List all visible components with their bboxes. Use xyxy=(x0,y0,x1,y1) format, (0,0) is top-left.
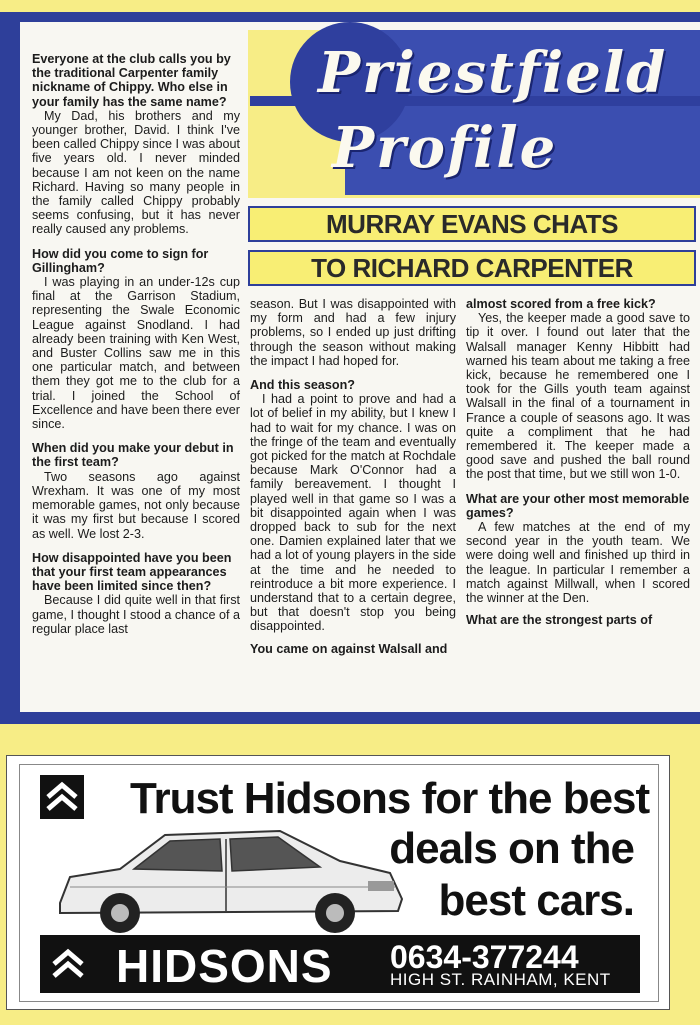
blue-frame-top xyxy=(0,12,700,22)
answer: Because I did quite well in that first game, I thought I stood a chance of a regular place last xyxy=(32,593,240,636)
question: What are your other most memorable games? xyxy=(466,491,690,520)
question: And this season? xyxy=(250,378,355,393)
headline-banner-2: TO RICHARD CARPENTER xyxy=(248,250,696,286)
answer: I was playing in an under-12s cup final at the Garrison Stadium, representing the Swale Economic League against Snodland. I had already been training with Ken West, and Buster Collins saw me in this one particular match, and between them they got me to the club for a trial. I joined the School of Excellence and have been there ever since. xyxy=(32,275,240,432)
ad-headline-line1: Trust Hidsons for the best xyxy=(130,774,650,823)
headline-banner-1: MURRAY EVANS CHATS xyxy=(248,206,696,242)
ad-address: HIGH ST. RAINHAM, KENT xyxy=(390,970,611,989)
ad-phone-number: 0634-377244 xyxy=(390,939,579,975)
ad-border xyxy=(19,764,659,1002)
question: When did you make your debut in the first team? xyxy=(32,441,234,470)
hatchback-car-icon xyxy=(50,815,410,935)
answer: A few matches at the end of my second year in the youth team. We were doing well and finished up third in the league. In particular I remember a match against Millwall, when I scored the winner at the Den. xyxy=(466,520,690,606)
question: How did you come to sign for Gillingham? xyxy=(32,246,209,275)
question: Everyone at the club calls you by the traditional Carpenter family nickname of Chippy. Who else in your family has the same name? xyxy=(32,52,231,109)
answer: My Dad, his brothers and my younger brother, David. I think I've been called Chippy since I was about five years old. I never minded because I am not keen on the name Richard. Having so many people in the family called Chippy probably seems confusing, but it has never really caused any problems. xyxy=(32,108,240,237)
ad-brand-name: HIDSONS xyxy=(116,940,333,992)
page-title-line1: Priestfield xyxy=(318,40,668,106)
hidsons-advertisement xyxy=(6,755,670,1010)
blue-frame-bottom xyxy=(0,712,700,724)
double-chevron-logo-icon xyxy=(40,775,84,819)
double-chevron-logo-icon xyxy=(46,942,90,986)
page-title-line2: Profile xyxy=(332,115,558,181)
question: How disappointed have you been that your first team appearances have been limited since then? xyxy=(32,550,232,594)
top-border xyxy=(0,0,700,12)
question: What are the strongest parts of xyxy=(466,613,653,628)
ad-headline-line3: best cars. xyxy=(438,876,634,925)
answer: Two seasons ago against Wrexham. It was one of my most memorable games, not only because it was my first but because I scored as well. We lost 2-3. xyxy=(32,469,240,541)
article-column-2 xyxy=(250,297,456,656)
answer: Yes, the keeper made a good save to tip it over. I found out later that the Walsall manager Kenny Hibbitt had warned his team about me taking a free kick, because he remembered one I took for the Gills youth team against Walsall in the final of a tournament in France a couple of seasons ago. It was quite a compliment that he had remembered it. The keeper made a good save and pushed the ball round the post that time, but we still won 1-0. xyxy=(466,311,690,482)
answer: season. But I was disappointed with my form and had a few injury problems, so I ended up just drifting through the season without making the impact I had hoped for. xyxy=(250,297,456,368)
ad-headline-line2: deals on the xyxy=(389,824,634,873)
question: You came on against Walsall and xyxy=(250,641,448,656)
question: almost scored from a free kick? xyxy=(466,297,656,311)
blue-frame-left xyxy=(0,12,20,724)
answer: I had a point to prove and had a lot of belief in my ability, but I knew I had to wait for my chance. I was on the fringe of the team and eventually got picked for the match at Rochdale because Mark O'Connor had a family bereavement. I thought I played well in that game so I was a bit disappointed again when I was dropped back to sub for the next one. Damien explained later that we had a lot of young players in the side at the time and he needed to reintroduce a bit more experience. I understand that to a certain degree, but that doesn't stop you being disappointed. xyxy=(250,392,456,634)
article-column-1 xyxy=(32,52,240,636)
article-column-3 xyxy=(466,297,690,627)
